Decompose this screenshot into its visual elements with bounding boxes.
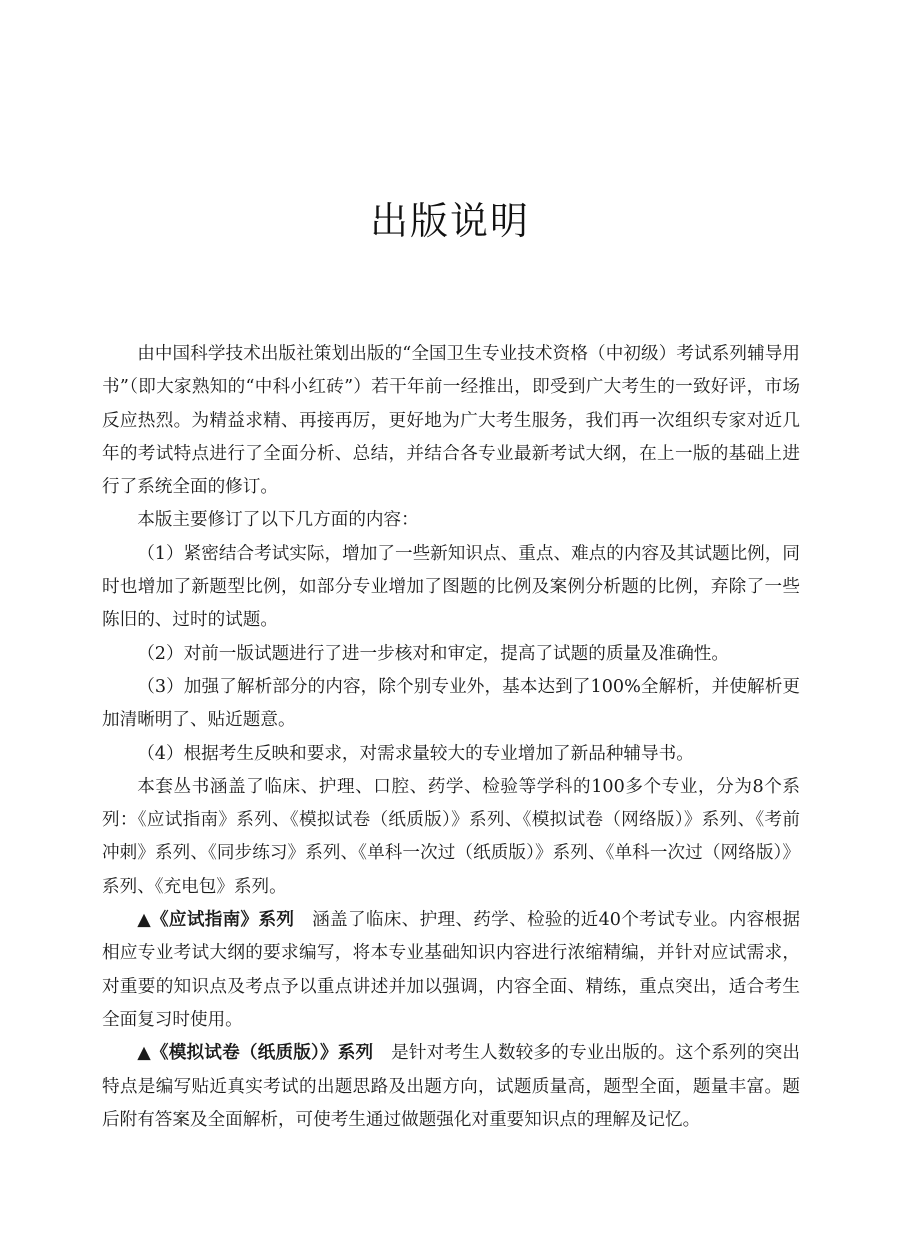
- series-description-exam-guide: [102, 904, 800, 1037]
- series-heading: [137, 1043, 373, 1063]
- revision-item-1: （1）紧密结合考试实际，增加了一些新知识点、重点、难点的内容及其试题比例，同时也增加了新题型比例，如部分专业增加了图题的比例及案例分析题的比例，弃除了一些陈旧的、过时的试题。: [102, 543, 800, 631]
- document-body: [102, 338, 800, 1137]
- series-overview-paragraph: 本套丛书涵盖了临床、护理、口腔、药学、检验等学科的100多个专业，分为8个系列：《应试指南》系列、《模拟试卷（纸质版）》系列、《模拟试卷（网络版）》系列、《考前冲刺》系列、《同步练习》系列、《单科一次过（纸质版）》系列、《单科一次过（网络版）》系列、《充电包》系列。: [102, 776, 800, 897]
- series-description-text: 涵盖了临床、护理、药学、检验的近40个考试专业。内容根据相应专业考试大纲的要求编写，将本专业基础知识内容进行浓缩精编，并针对应试需求，对重要的知识点及考点予以重点讲述并加以强调，内容全面、精练，重点突出，适合考生全面复习时使用。: [102, 910, 800, 1030]
- series-name: 《应试指南》系列: [151, 910, 295, 931]
- series-name: 《模拟试卷（纸质版）》系列: [150, 1043, 374, 1064]
- triangle-marker-icon: ▲: [137, 910, 152, 931]
- revision-item-2: （2）对前一版试题进行了进一步核对和审定，提高了试题的质量及准确性。: [137, 643, 729, 664]
- revision-item-3: （3）加强了解析部分的内容，除个别专业外，基本达到了100%全解析，并使解析更加清晰明了、贴近题意。: [102, 676, 800, 731]
- series-description-text: 是针对考生人数较多的专业出版的。这个系列的突出特点是编写贴近真实考试的出题思路及出题方向，试题质量高，题型全面，题量丰富。题后附有答案及全面解析，可使考生通过做题强化对重要知识点的理解及记忆。: [102, 1043, 801, 1130]
- revision-item-4: （4）根据考生反映和要求，对需求量较大的专业增加了新品种辅导书。: [137, 743, 694, 764]
- series-description-mock-paper: [102, 1037, 800, 1137]
- revision-intro-paragraph: 本版主要修订了以下几方面的内容：: [137, 510, 419, 531]
- page-title: 出版说明: [369, 199, 530, 243]
- series-heading: [137, 910, 294, 930]
- intro-paragraph: 由中国科学技术出版社策划出版的“全国卫生专业技术资格（中初级）考试系列辅导用书”（即大家熟知的“中科小红砖”）若干年前一经推出，即受到广大考生的一致好评，市场反应热烈。为精益求精、再接再厉，更好地为广大考生服务，我们再一次组织专家对近几年的考试特点进行了全面分析、总结，并结合各专业最新考试大纲，在上一版的基础上进行了系统全面的修订。: [102, 344, 800, 498]
- triangle-marker-icon: ▲: [137, 1043, 151, 1064]
